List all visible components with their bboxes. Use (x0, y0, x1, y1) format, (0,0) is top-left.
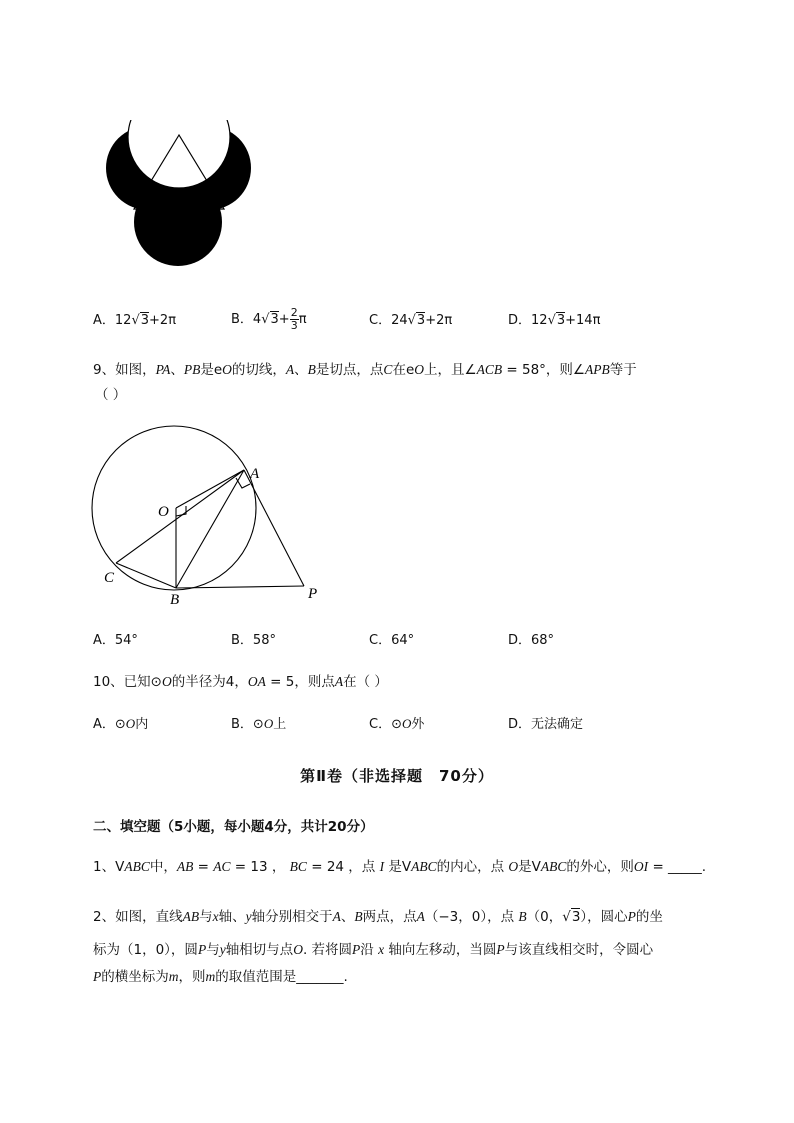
q8-option-c[interactable]: C．24√3+2π (369, 313, 453, 328)
label-a: A (250, 466, 260, 482)
q10-option-a[interactable]: A．⊙O内 (93, 716, 149, 732)
q9-option-c[interactable]: C．64° (369, 633, 415, 648)
fill2-stem-line1: 2、如图，直线AB与x轴、y轴分别相交于A、B两点，点A（−3，0），点 B（0，√3），圆心P的坐 (93, 909, 663, 925)
q8-option-b[interactable]: B．4√3+ $\frac{2}{3}$ π (231, 306, 307, 332)
q8-figure (100, 120, 260, 270)
circle-o (92, 426, 256, 590)
label-p: P (308, 586, 318, 602)
q10-option-d[interactable]: D．无法确定 (508, 717, 584, 732)
label-o: O (158, 504, 169, 520)
label-b: B (170, 592, 180, 608)
q10-option-b[interactable]: B．⊙O上 (231, 716, 287, 732)
q9-option-a[interactable]: A．54° (93, 633, 138, 648)
label-c: C (104, 570, 115, 586)
fraction: $\frac{2}{3}$ (290, 306, 298, 332)
q8-option-a[interactable]: A．12√3+2π (93, 313, 177, 328)
fill1-stem: 1、VABC中，AB = AC = 13 ， BC = 24 ，点 I 是VABC的内心，点 O是VABC的外心，则OI = _____. (93, 859, 707, 875)
q9-option-b[interactable]: B．58° (231, 633, 276, 648)
q8-option-d[interactable]: D．12√3+14π (508, 313, 601, 328)
section-subtitle: 二、填空题（5小题，每小题4分，共计20分） (93, 819, 374, 835)
fill2-stem-line2: 标为（1，0），圆P与y轴相切与点O. 若将圆P沿 x 轴向左移动，当圆P与该直线相交时，令圆心 (93, 942, 654, 958)
q9-option-d[interactable]: D．68° (508, 633, 555, 648)
q10-option-c[interactable]: C．⊙O外 (369, 716, 425, 732)
fill2-stem-line3: P的横坐标为m，则m的取值范围是_______. (93, 969, 348, 985)
q9-figure (85, 420, 330, 610)
q10-stem: 10、已知⊙O的半径为4，OA = 5，则点A在（ ） (93, 674, 388, 690)
q9-answer-blank: （ ） (95, 387, 127, 403)
q9-stem-line1: 9、如图，PA、PB是eO的切线，A、B是切点，点C在eO上，且∠ACB = 58°，则∠APB等于 (93, 362, 637, 378)
figure-lines (116, 470, 304, 588)
section-title: 第Ⅱ卷（非选择题 70分） (300, 767, 494, 785)
